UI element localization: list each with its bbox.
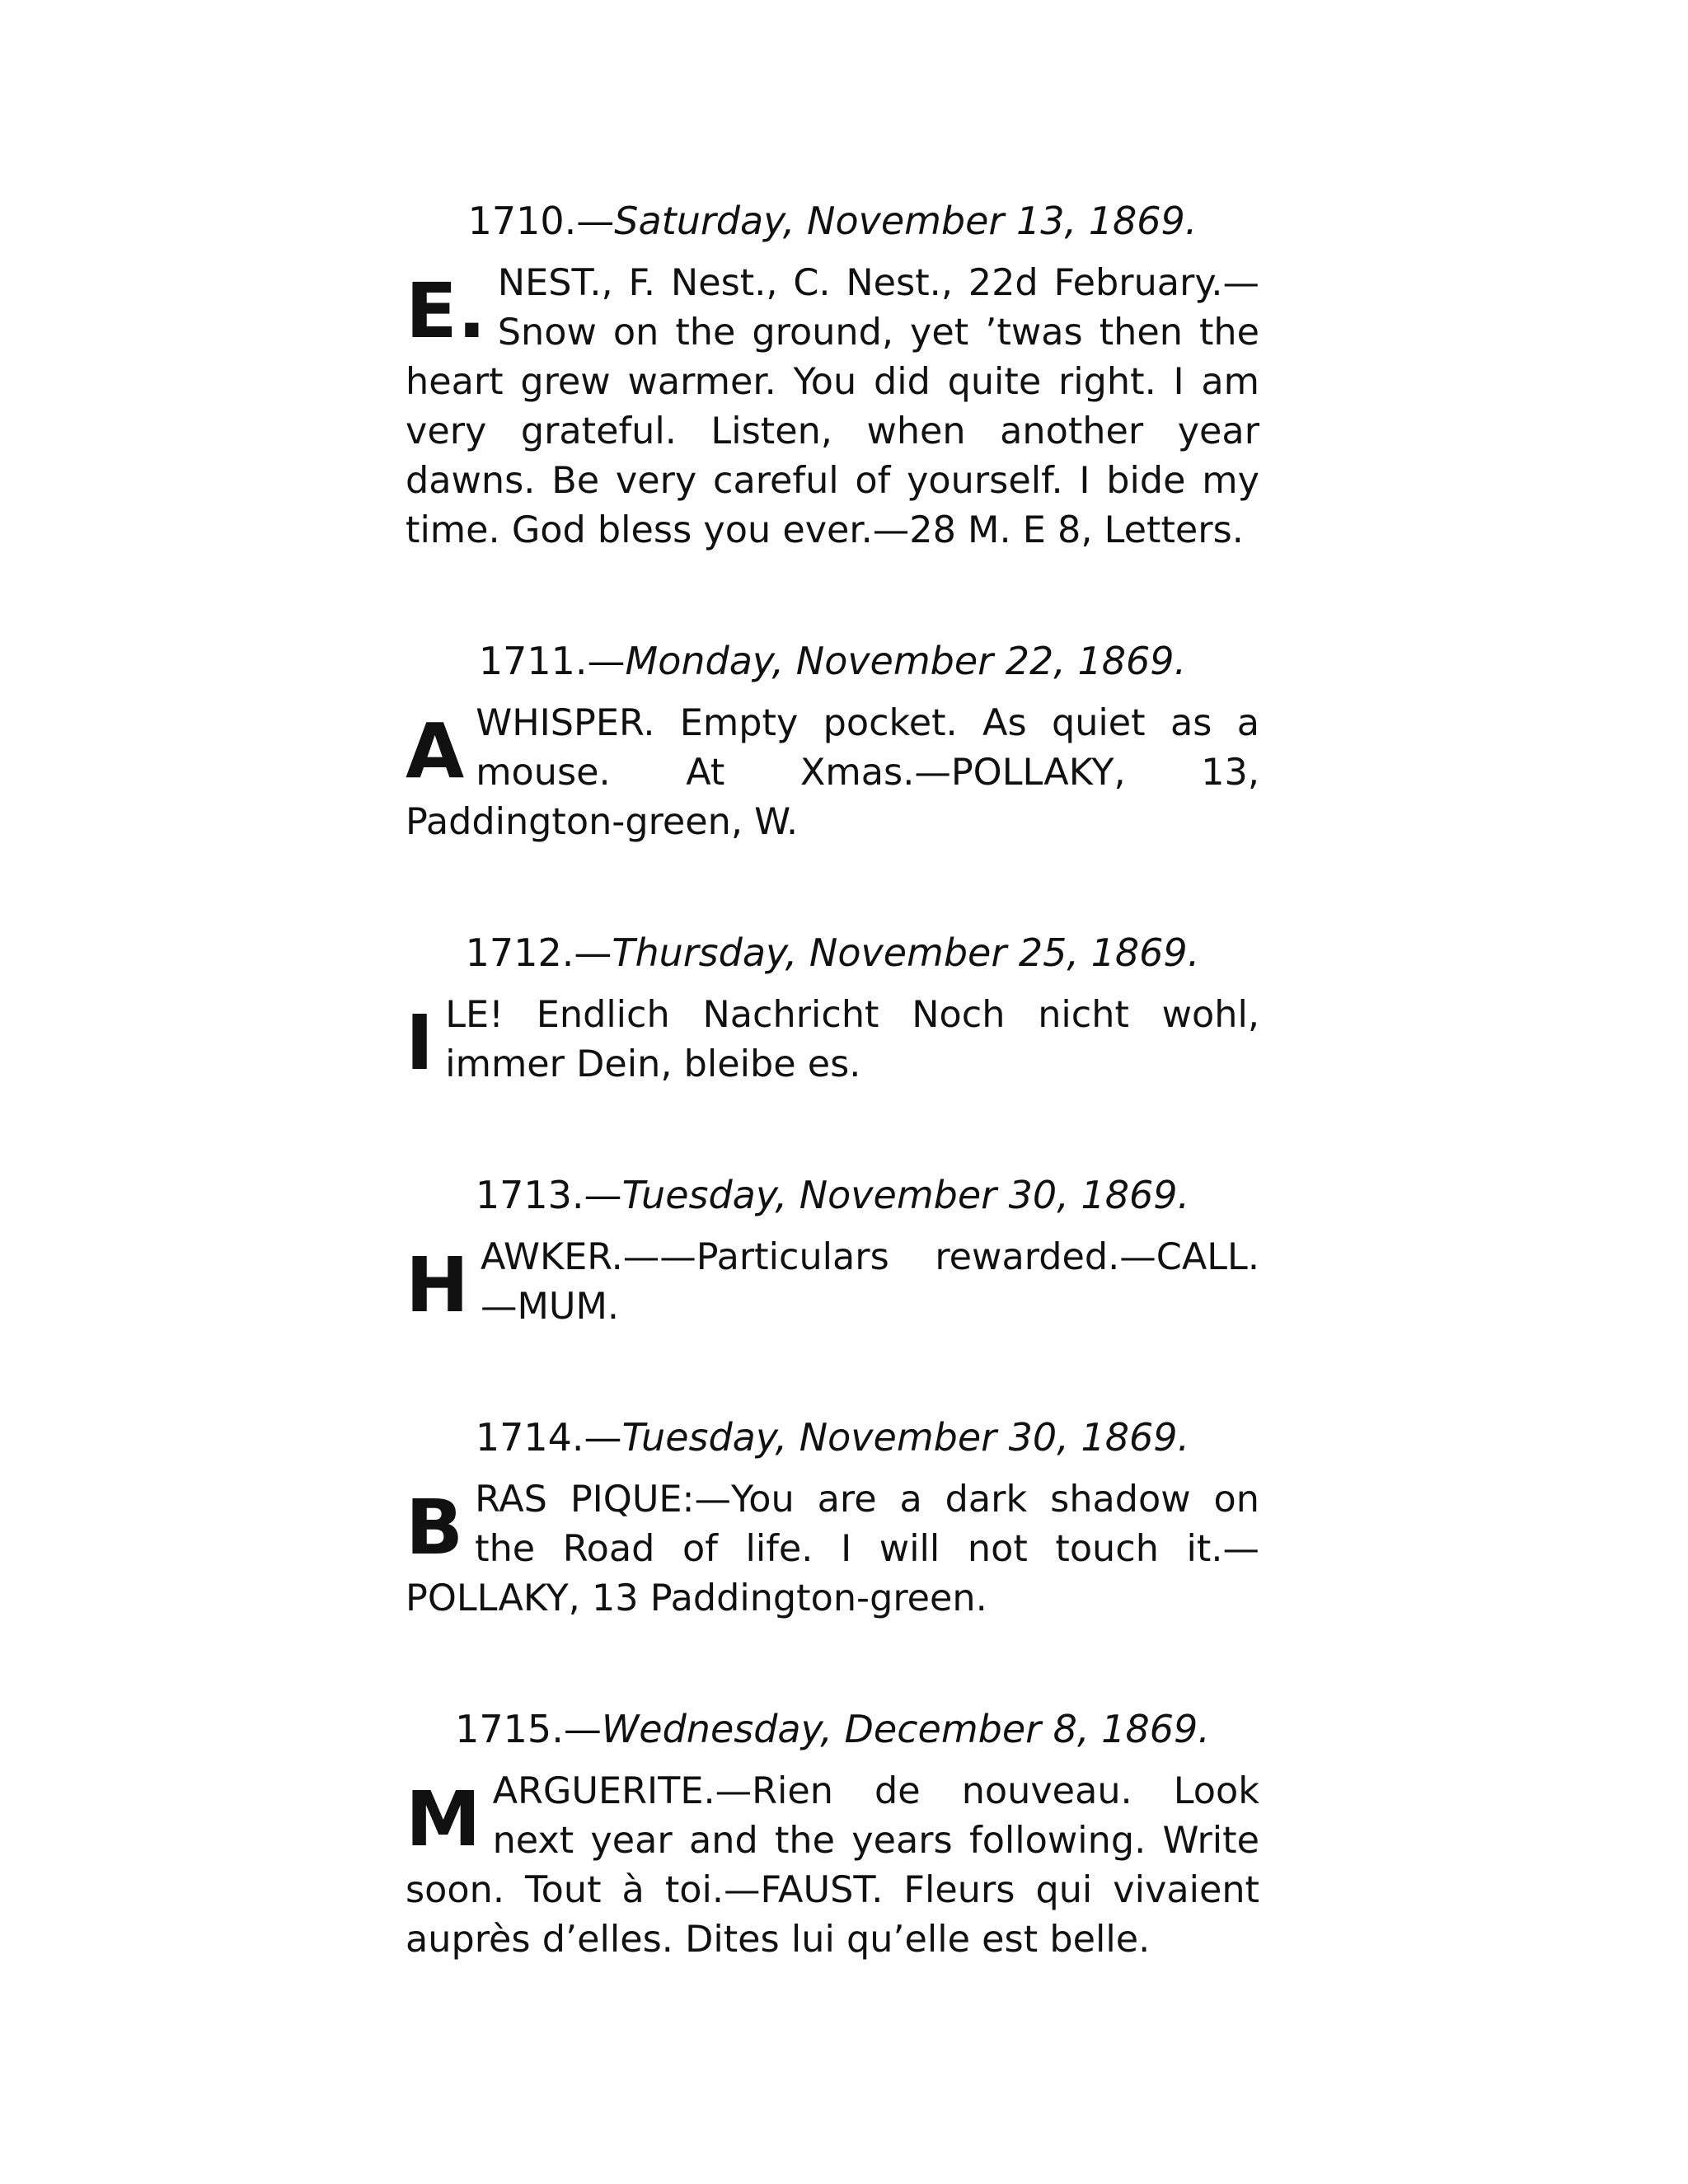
entry-date: Monday, November 22, 1869. (625, 639, 1187, 683)
entry-1715 (406, 1704, 1259, 1965)
drop-cap: M (406, 1775, 481, 1863)
entry-1712 (406, 928, 1259, 1090)
entry-heading (406, 928, 1259, 977)
entry-text: LE! Endlich Nachricht Noch nicht wohl, immer Dein, bleibe es. (445, 994, 1259, 1085)
entry-date: Thursday, November 25, 1869. (612, 930, 1200, 975)
entry-number: 1712.— (465, 930, 612, 975)
entry-body (406, 1767, 1259, 1965)
entry-number: 1715.— (455, 1707, 602, 1751)
entry-number: 1710.— (467, 199, 615, 243)
entry-text: WHISPER. Empty pocket. As quiet as a mouse. At Xmas.—POLLAKY, 13, Paddington-green, W. (406, 702, 1259, 843)
entry-body (406, 1233, 1259, 1332)
entry-1714 (406, 1413, 1259, 1624)
entry-text: AWKER.——Particulars rewarded.—CALL.—MUM. (481, 1236, 1259, 1328)
entry-date: Wednesday, December 8, 1869. (601, 1707, 1210, 1751)
entry-number: 1714.— (475, 1415, 622, 1460)
entry-1713 (406, 1170, 1259, 1332)
entry-body (406, 699, 1259, 847)
entry-body (406, 259, 1259, 555)
entry-number: 1713.— (475, 1173, 622, 1217)
drop-cap: A (406, 707, 465, 795)
entry-date: Tuesday, November 30, 1869. (621, 1415, 1190, 1460)
entry-date: Tuesday, November 30, 1869. (621, 1173, 1190, 1217)
entry-heading (406, 1170, 1259, 1220)
entry-number: 1711.— (478, 639, 626, 683)
entry-body (406, 1475, 1259, 1624)
entry-heading (406, 1704, 1259, 1754)
drop-cap: B (406, 1483, 464, 1572)
entry-heading (406, 636, 1259, 686)
drop-cap: H (406, 1241, 469, 1329)
entry-1710 (406, 196, 1259, 555)
drop-cap: E. (406, 267, 486, 355)
entry-heading (406, 196, 1259, 246)
entry-heading (406, 1413, 1259, 1462)
entry-1711 (406, 636, 1259, 847)
entry-text: NEST., F. Nest., C. Nest., 22d February.—Snow on the ground, yet ’twas then the heart grew warmer. You did quite right. I am very grateful. Listen, when another year dawns. Be very careful of yourself. I bide my time. God bless you ever.—28 M. E 8, Letters. (406, 262, 1259, 551)
entry-text: ARGUERITE.—Rien de nouveau. Look next year and the years following. Write soon. Tout à toi.—FAUST. Fleurs qui vivaient auprès d’elles. Dites lui qu’elle est belle. (406, 1770, 1259, 1961)
advertisement-column (406, 196, 1259, 2046)
entry-date: Saturday, November 13, 1869. (614, 199, 1198, 243)
entry-body (406, 991, 1259, 1090)
drop-cap: I (406, 999, 434, 1087)
entry-text: RAS PIQUE:—You are a dark shadow on the Road of life. I will not touch it.—POLLAKY, 13 Paddington-green. (406, 1479, 1259, 1619)
